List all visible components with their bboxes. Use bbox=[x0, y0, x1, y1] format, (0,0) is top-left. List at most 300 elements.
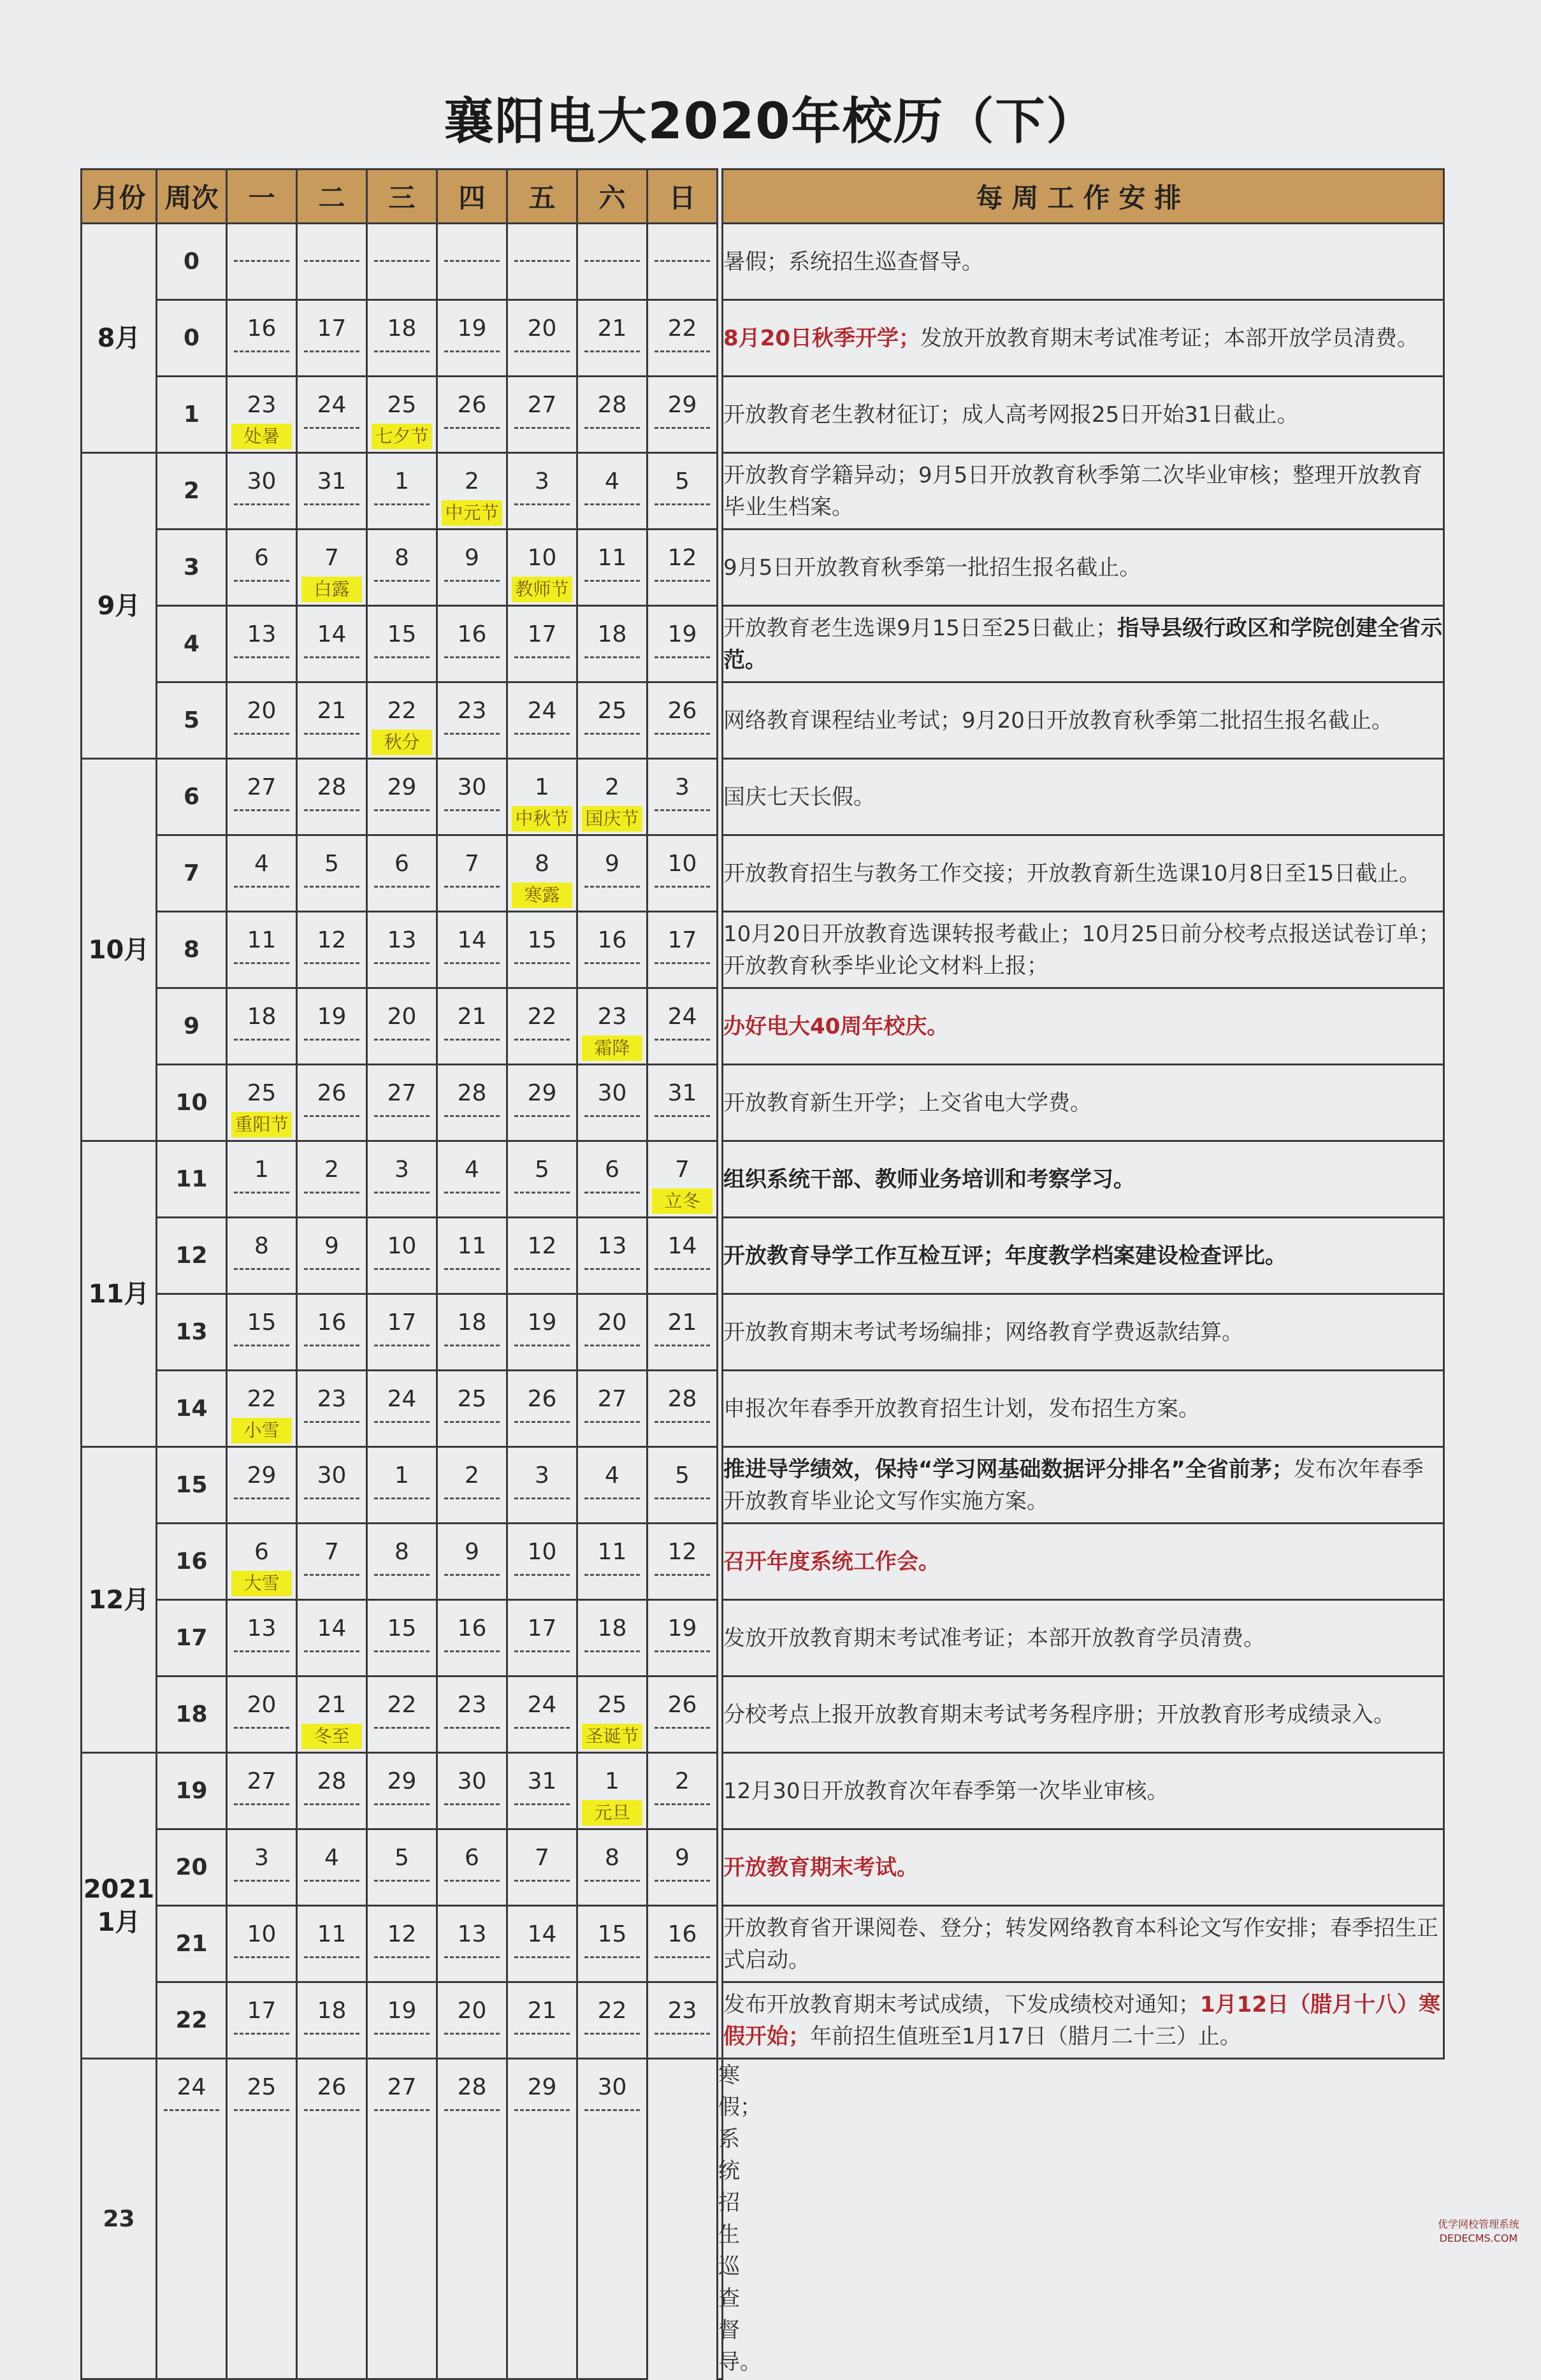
day-number: 5 bbox=[394, 1845, 409, 1871]
day-number: 25 bbox=[247, 2074, 277, 2100]
day-number: 17 bbox=[527, 1615, 557, 1641]
day-number: 23 bbox=[597, 1004, 627, 1030]
dashed-divider bbox=[514, 1497, 570, 1499]
day-cell bbox=[297, 759, 367, 835]
holiday-badge: 冬至 bbox=[301, 1724, 362, 1749]
day-number: 13 bbox=[457, 1921, 487, 1947]
week-row bbox=[82, 682, 1444, 759]
day-number: 1 bbox=[535, 774, 549, 800]
day-cell bbox=[577, 1600, 648, 1677]
day-cell bbox=[507, 682, 577, 759]
column-gap bbox=[718, 453, 723, 530]
plan-text: 开放教育新生开学；上交省电大学费。 bbox=[723, 1090, 1092, 1116]
day-number: 10 bbox=[667, 851, 697, 877]
week-row bbox=[82, 988, 1444, 1065]
day-number: 7 bbox=[465, 851, 479, 877]
weekly-plan bbox=[723, 1829, 1444, 1906]
plan-text: 开放教育期末考试。 bbox=[723, 1854, 918, 1880]
dashed-divider bbox=[234, 1345, 289, 1346]
day-number: 23 bbox=[457, 698, 487, 724]
day-number: 19 bbox=[387, 1998, 417, 2024]
day-number: 23 bbox=[667, 1998, 697, 2024]
day-number: 29 bbox=[667, 392, 697, 418]
column-gap bbox=[718, 988, 723, 1065]
dashed-divider bbox=[234, 503, 289, 505]
day-number: 25 bbox=[597, 698, 627, 724]
column-gap bbox=[718, 1906, 723, 1982]
day-cell bbox=[437, 530, 507, 606]
week-number: 8 bbox=[157, 912, 227, 988]
dashed-divider bbox=[514, 503, 570, 505]
dashed-divider bbox=[374, 1421, 430, 1423]
dashed-divider bbox=[444, 1039, 500, 1041]
holiday-badge: 元旦 bbox=[582, 1800, 642, 1826]
day-number: 20 bbox=[247, 698, 277, 724]
day-number: 24 bbox=[177, 2074, 206, 2100]
day-number: 27 bbox=[247, 774, 277, 800]
day-cell bbox=[367, 2059, 437, 2379]
header-day-sat: 六 bbox=[577, 169, 648, 224]
week-number: 14 bbox=[157, 1371, 227, 1447]
dashed-divider bbox=[234, 1880, 289, 1882]
day-cell bbox=[507, 912, 577, 988]
day-cell bbox=[437, 682, 507, 759]
week-number: 18 bbox=[157, 1677, 227, 1753]
day-cell bbox=[648, 1524, 718, 1600]
dashed-divider bbox=[444, 1268, 500, 1270]
column-gap bbox=[718, 1447, 723, 1524]
day-cell bbox=[648, 1371, 718, 1447]
dashed-divider bbox=[584, 580, 640, 582]
day-number: 16 bbox=[597, 927, 627, 953]
day-number: 2 bbox=[465, 1462, 479, 1489]
day-cell bbox=[367, 300, 437, 377]
day-number: 15 bbox=[597, 1921, 627, 1947]
day-cell bbox=[648, 1294, 718, 1371]
day-number: 27 bbox=[527, 392, 557, 418]
day-number: 25 bbox=[457, 1386, 487, 1412]
week-number: 23 bbox=[82, 2059, 157, 2379]
weekly-plan bbox=[723, 606, 1444, 682]
day-cell bbox=[227, 530, 297, 606]
day-number: 12 bbox=[317, 927, 347, 953]
day-number: 27 bbox=[597, 1386, 627, 1412]
day-number: 3 bbox=[394, 1157, 409, 1183]
day-number: 11 bbox=[247, 927, 277, 953]
day-number: 19 bbox=[457, 315, 487, 342]
dashed-divider bbox=[374, 503, 430, 505]
day-cell bbox=[437, 1294, 507, 1371]
dashed-divider bbox=[584, 1650, 640, 1652]
day-cell bbox=[227, 453, 297, 530]
day-cell bbox=[507, 1982, 577, 2059]
day-cell bbox=[648, 1753, 718, 1829]
day-cell bbox=[577, 1371, 648, 1447]
week-number: 10 bbox=[157, 1065, 227, 1141]
day-number: 13 bbox=[247, 621, 277, 647]
day-number: 24 bbox=[527, 1692, 557, 1718]
dashed-divider bbox=[584, 1497, 640, 1499]
dashed-divider bbox=[304, 962, 359, 964]
day-cell bbox=[227, 1982, 297, 2059]
day-cell bbox=[227, 1600, 297, 1677]
day-cell bbox=[437, 1982, 507, 2059]
day-cell bbox=[507, 1677, 577, 1753]
weekly-plan bbox=[723, 759, 1444, 835]
day-cell bbox=[227, 2059, 297, 2379]
day-cell bbox=[367, 1829, 437, 1906]
day-number: 31 bbox=[317, 468, 347, 494]
day-cell bbox=[367, 453, 437, 530]
day-cell bbox=[367, 759, 437, 835]
calendar-body bbox=[82, 224, 1444, 2379]
day-number: 21 bbox=[457, 1004, 487, 1030]
weekly-plan bbox=[723, 1141, 1444, 1218]
day-number: 2 bbox=[605, 774, 619, 800]
week-row bbox=[82, 224, 1444, 300]
day-cell bbox=[297, 453, 367, 530]
week-row bbox=[82, 1982, 1444, 2059]
dashed-divider bbox=[655, 809, 710, 811]
day-number: 23 bbox=[247, 392, 277, 418]
dashed-divider bbox=[234, 1650, 289, 1652]
day-cell bbox=[367, 1524, 437, 1600]
weekly-plan bbox=[723, 682, 1444, 759]
week-number: 16 bbox=[157, 1524, 227, 1600]
dashed-divider bbox=[304, 1115, 359, 1117]
day-cell bbox=[507, 1524, 577, 1600]
day-cell bbox=[648, 224, 718, 300]
dashed-divider bbox=[584, 1192, 640, 1194]
day-number: 29 bbox=[527, 2074, 557, 2100]
dashed-divider bbox=[304, 733, 359, 735]
day-cell bbox=[437, 1065, 507, 1141]
header-week: 周次 bbox=[157, 169, 227, 224]
month-cell: 11月 bbox=[82, 1141, 157, 1447]
weekly-plan bbox=[723, 988, 1444, 1065]
day-cell bbox=[437, 377, 507, 453]
dashed-divider bbox=[514, 1803, 570, 1805]
dashed-divider bbox=[304, 260, 359, 262]
dashed-divider bbox=[234, 1956, 289, 1958]
day-number: 9 bbox=[465, 1539, 479, 1565]
day-cell bbox=[507, 300, 577, 377]
day-number: 11 bbox=[317, 1921, 347, 1947]
header-month: 月份 bbox=[82, 169, 157, 224]
day-number: 28 bbox=[667, 1386, 697, 1412]
week-row bbox=[82, 835, 1444, 912]
week-row bbox=[82, 1141, 1444, 1218]
day-number: 18 bbox=[317, 1998, 347, 2024]
day-cell bbox=[577, 1447, 648, 1524]
column-gap bbox=[718, 1829, 723, 1906]
week-row bbox=[82, 1371, 1444, 1447]
day-cell bbox=[648, 759, 718, 835]
header-day-thu: 四 bbox=[437, 169, 507, 224]
day-cell bbox=[227, 1753, 297, 1829]
week-row bbox=[82, 2059, 1444, 2379]
dashed-divider bbox=[584, 503, 640, 505]
day-number: 11 bbox=[597, 545, 627, 571]
day-cell bbox=[648, 1065, 718, 1141]
dashed-divider bbox=[514, 1574, 570, 1576]
day-number: 4 bbox=[605, 468, 619, 494]
day-number: 23 bbox=[457, 1692, 487, 1718]
dashed-divider bbox=[234, 580, 289, 582]
holiday-badge: 重阳节 bbox=[231, 1112, 292, 1137]
dashed-divider bbox=[514, 260, 570, 262]
week-number: 0 bbox=[157, 300, 227, 377]
dashed-divider bbox=[444, 962, 500, 964]
day-cell bbox=[577, 912, 648, 988]
dashed-divider bbox=[655, 962, 710, 964]
day-cell bbox=[437, 2059, 507, 2379]
dashed-divider bbox=[234, 1192, 289, 1194]
plan-text: 推进导学绩效，保持“学习网基础数据评分排名”全省前茅； bbox=[723, 1456, 1294, 1482]
week-row bbox=[82, 377, 1444, 453]
dashed-divider bbox=[234, 1268, 289, 1270]
day-number: 21 bbox=[597, 315, 627, 342]
holiday-badge: 秋分 bbox=[372, 730, 432, 755]
weekly-plan bbox=[718, 2059, 762, 2379]
weekly-plan bbox=[723, 1065, 1444, 1141]
header-day-sun: 日 bbox=[648, 169, 718, 224]
day-cell bbox=[367, 835, 437, 912]
dashed-divider bbox=[584, 1345, 640, 1346]
dashed-divider bbox=[374, 260, 430, 262]
day-number: 30 bbox=[457, 774, 487, 800]
day-number: 12 bbox=[387, 1921, 417, 1947]
dashed-divider bbox=[374, 656, 430, 658]
day-number: 14 bbox=[317, 621, 347, 647]
day-cell bbox=[507, 1218, 577, 1294]
dashed-divider bbox=[374, 2109, 430, 2111]
week-number: 1 bbox=[157, 377, 227, 453]
day-number: 6 bbox=[254, 1539, 269, 1565]
day-cell bbox=[297, 1982, 367, 2059]
dashed-divider bbox=[374, 962, 430, 964]
column-gap bbox=[718, 606, 723, 682]
day-number: 6 bbox=[254, 545, 269, 571]
holiday-badge: 霜降 bbox=[582, 1035, 642, 1061]
day-number: 3 bbox=[675, 774, 690, 800]
day-cell bbox=[367, 1677, 437, 1753]
dashed-divider bbox=[304, 2109, 359, 2111]
day-cell bbox=[577, 453, 648, 530]
month-cell: 10月 bbox=[82, 759, 157, 1141]
weekly-plan bbox=[723, 1524, 1444, 1600]
day-cell bbox=[297, 606, 367, 682]
day-cell bbox=[577, 1982, 648, 2059]
day-number: 7 bbox=[675, 1157, 690, 1183]
day-number: 17 bbox=[387, 1309, 417, 1336]
day-cell bbox=[577, 606, 648, 682]
holiday-badge: 中元节 bbox=[442, 500, 502, 526]
week-number: 9 bbox=[157, 988, 227, 1065]
day-cell bbox=[297, 2059, 367, 2379]
weekly-plan bbox=[723, 912, 1444, 988]
dashed-divider bbox=[374, 886, 430, 888]
day-cell bbox=[648, 1600, 718, 1677]
week-number: 21 bbox=[157, 1906, 227, 1982]
dashed-divider bbox=[444, 656, 500, 658]
dashed-divider bbox=[655, 1497, 710, 1499]
dashed-divider bbox=[584, 962, 640, 964]
plan-text: 9月5日开放教育秋季第一批招生报名截止。 bbox=[723, 554, 1141, 581]
day-cell bbox=[437, 1753, 507, 1829]
day-cell bbox=[507, 453, 577, 530]
day-cell bbox=[437, 300, 507, 377]
weekly-plan bbox=[723, 1982, 1444, 2059]
day-number: 25 bbox=[247, 1080, 277, 1106]
dashed-divider bbox=[584, 1574, 640, 1576]
week-number: 11 bbox=[157, 1141, 227, 1218]
day-cell bbox=[297, 1447, 367, 1524]
day-number: 18 bbox=[457, 1309, 487, 1336]
dashed-divider bbox=[655, 2033, 710, 2035]
plan-text: 发布开放教育期末考试成绩，下发成绩校对通知； bbox=[723, 1991, 1200, 2017]
plan-text: 12月30日开放教育次年春季第一次毕业审核。 bbox=[723, 1778, 1169, 1804]
dashed-divider bbox=[234, 656, 289, 658]
day-number: 31 bbox=[527, 1768, 557, 1794]
weekly-plan bbox=[723, 453, 1444, 530]
day-number: 23 bbox=[317, 1386, 347, 1412]
day-number: 27 bbox=[387, 2074, 417, 2100]
dashed-divider bbox=[234, 1803, 289, 1805]
week-row bbox=[82, 1065, 1444, 1141]
dashed-divider bbox=[304, 1497, 359, 1499]
day-cell bbox=[227, 224, 297, 300]
day-number: 29 bbox=[387, 1768, 417, 1794]
dashed-divider bbox=[234, 809, 289, 811]
day-cell bbox=[648, 1677, 718, 1753]
day-number: 9 bbox=[324, 1233, 339, 1259]
day-cell bbox=[437, 1677, 507, 1753]
day-cell bbox=[297, 1371, 367, 1447]
day-number: 17 bbox=[247, 1998, 277, 2024]
day-number: 1 bbox=[254, 1157, 269, 1183]
day-cell bbox=[367, 1294, 437, 1371]
dashed-divider bbox=[234, 1497, 289, 1499]
day-cell bbox=[437, 988, 507, 1065]
day-number: 13 bbox=[597, 1233, 627, 1259]
dashed-divider bbox=[374, 1727, 430, 1729]
day-number: 28 bbox=[317, 774, 347, 800]
dashed-divider bbox=[444, 1497, 500, 1499]
month-cell: 12月 bbox=[82, 1447, 157, 1753]
plan-text: 开放教育老生选课9月15日至25日截止； bbox=[723, 615, 1118, 641]
day-number: 30 bbox=[457, 1768, 487, 1794]
day-number: 21 bbox=[667, 1309, 697, 1336]
dashed-divider bbox=[514, 1880, 570, 1882]
dashed-divider bbox=[374, 1345, 430, 1346]
dashed-divider bbox=[655, 733, 710, 735]
day-number: 31 bbox=[667, 1080, 697, 1106]
day-number: 25 bbox=[597, 1692, 627, 1718]
dashed-divider bbox=[584, 656, 640, 658]
day-number: 19 bbox=[317, 1004, 347, 1030]
day-cell bbox=[648, 1982, 718, 2059]
day-cell bbox=[648, 682, 718, 759]
day-number: 12 bbox=[527, 1233, 557, 1259]
day-cell bbox=[437, 1600, 507, 1677]
dashed-divider bbox=[374, 580, 430, 582]
dashed-divider bbox=[234, 962, 289, 964]
day-cell bbox=[437, 835, 507, 912]
day-number: 21 bbox=[317, 698, 347, 724]
dashed-divider bbox=[374, 1650, 430, 1652]
dashed-divider bbox=[234, 886, 289, 888]
day-cell bbox=[437, 224, 507, 300]
weekly-plan bbox=[723, 1753, 1444, 1829]
day-number: 29 bbox=[387, 774, 417, 800]
dashed-divider bbox=[444, 1727, 500, 1729]
plan-text: 1月12日（腊月十八）寒假开始； bbox=[723, 1991, 1440, 2049]
dashed-divider bbox=[304, 1574, 359, 1576]
day-cell bbox=[577, 224, 648, 300]
day-cell bbox=[297, 1524, 367, 1600]
day-number: 21 bbox=[527, 1998, 557, 2024]
day-number: 19 bbox=[667, 1615, 697, 1641]
dashed-divider bbox=[234, 733, 289, 735]
day-number: 16 bbox=[317, 1309, 347, 1336]
week-row bbox=[82, 300, 1444, 377]
day-cell bbox=[227, 300, 297, 377]
day-cell bbox=[227, 1447, 297, 1524]
dashed-divider bbox=[444, 1650, 500, 1652]
dashed-divider bbox=[514, 350, 570, 352]
week-number: 19 bbox=[157, 1753, 227, 1829]
dashed-divider bbox=[514, 1650, 570, 1652]
dashed-divider bbox=[444, 809, 500, 811]
dashed-divider bbox=[655, 1650, 710, 1652]
day-cell bbox=[648, 300, 718, 377]
dashed-divider bbox=[444, 1803, 500, 1805]
day-number: 3 bbox=[535, 468, 549, 494]
day-cell bbox=[437, 1141, 507, 1218]
column-gap bbox=[718, 835, 723, 912]
day-cell bbox=[367, 988, 437, 1065]
day-cell bbox=[507, 835, 577, 912]
dashed-divider bbox=[304, 809, 359, 811]
day-cell bbox=[507, 1906, 577, 1982]
dashed-divider bbox=[304, 350, 359, 352]
column-gap bbox=[718, 1218, 723, 1294]
plan-text: 发放开放教育期末考试准考证；本部开放学员清费。 bbox=[920, 325, 1419, 351]
day-cell bbox=[297, 682, 367, 759]
day-number: 15 bbox=[527, 927, 557, 953]
day-number: 1 bbox=[394, 468, 409, 494]
column-gap bbox=[718, 1524, 723, 1600]
dashed-divider bbox=[304, 427, 359, 429]
week-number: 0 bbox=[157, 224, 227, 300]
day-cell bbox=[577, 377, 648, 453]
day-number: 10 bbox=[527, 1539, 557, 1565]
day-number: 22 bbox=[527, 1004, 557, 1030]
day-number: 13 bbox=[387, 927, 417, 953]
day-cell bbox=[227, 912, 297, 988]
day-cell bbox=[507, 1065, 577, 1141]
day-cell bbox=[437, 759, 507, 835]
dashed-divider bbox=[234, 350, 289, 352]
day-cell bbox=[367, 530, 437, 606]
day-number: 17 bbox=[317, 315, 347, 342]
dashed-divider bbox=[444, 1345, 500, 1346]
day-cell bbox=[648, 377, 718, 453]
day-number: 8 bbox=[605, 1845, 619, 1871]
day-cell bbox=[507, 1294, 577, 1371]
day-number: 26 bbox=[457, 392, 487, 418]
